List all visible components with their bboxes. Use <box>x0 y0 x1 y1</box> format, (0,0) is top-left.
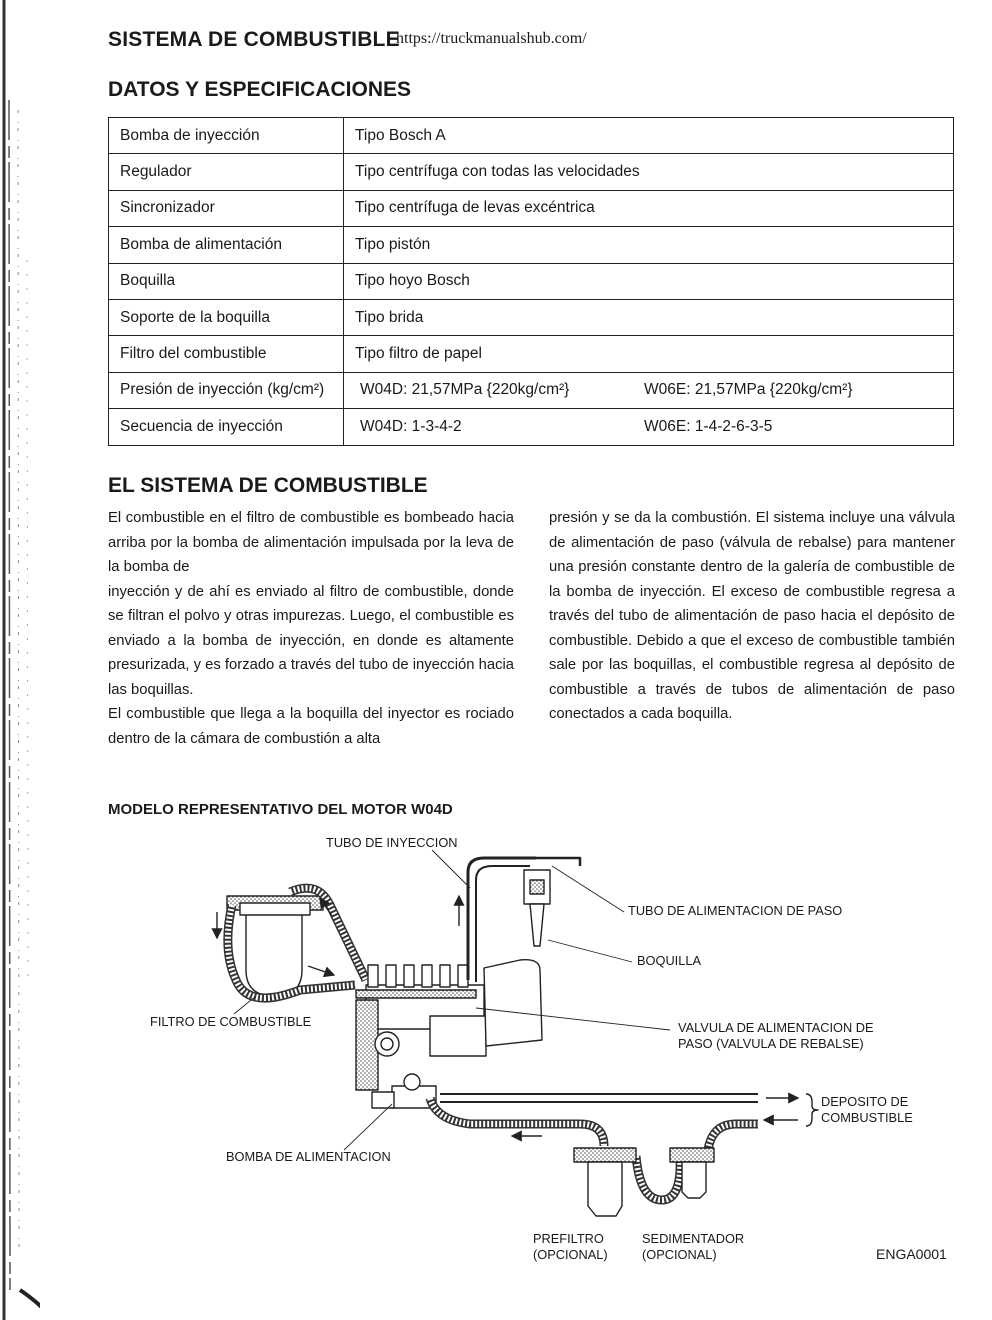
label-line: PASO (VALVULA DE REBALSE) <box>678 1036 864 1051</box>
label-line: (OPCIONAL) <box>642 1247 717 1262</box>
paragraph: inyección y de ahí es enviado al filtro de combustible, donde se filtran el polvo y otras impurezas. Luego, el combustible es enviado a la bomba de inyección, en donde es altamente presurizada, y es forzado a través del tubo de inyección hacia las boquillas. <box>108 583 514 698</box>
spec-value-w06e: W06E: 1-4-2-6-3-5 <box>644 417 773 435</box>
label-prefilter <box>533 1231 608 1263</box>
label-fuel-tank <box>821 1094 913 1126</box>
paragraph: presión y se da la combustión. El sistema incluye una válvula de alimentación de paso (válvula de rebalse) para mantener una presión constante dentro de la galería de combustible de la bomba de inyección. El exceso de combustible regresa a través del tubo de alimentación de paso hacia el depósito de combustible. Debido a que el exceso de combustible también sale por las boquillas, el combustible regresa al depósito de combustible a través de tubos de alimentación de paso conectados a cada boquilla. <box>549 510 955 722</box>
label-nozzle: BOQUILLA <box>637 953 702 968</box>
source-url[interactable]: https://truckmanualshub.com/ <box>396 30 587 47</box>
label-line: VALVULA DE ALIMENTACION DE <box>678 1020 874 1035</box>
label-sedimentor <box>642 1231 744 1263</box>
spec-value: Tipo centrífuga de levas excéntrica <box>344 190 954 226</box>
figure-title: MODELO REPRESENTATIVO DEL MOTOR W04D <box>108 801 453 818</box>
label-line: SEDIMENTADOR <box>642 1231 745 1246</box>
spec-value: Tipo centrífuga con todas las velocidades <box>344 154 954 190</box>
spec-value: Tipo Bosch A <box>344 118 954 154</box>
spec-label: Filtro del combustible <box>109 336 344 372</box>
label-line: COMBUSTIBLE <box>821 1110 913 1125</box>
label-line: PREFILTRO <box>533 1231 604 1246</box>
label-line: DEPOSITO DE <box>821 1094 909 1109</box>
feed-pump-shape <box>372 1074 436 1108</box>
spec-label: Sincronizador <box>109 190 344 226</box>
label-overflow-valve <box>678 1020 874 1052</box>
label-fuel-filter: FILTRO DE COMBUSTIBLE <box>150 1014 312 1029</box>
spec-label: Secuencia de inyección <box>109 409 344 445</box>
system-heading: EL SISTEMA DE COMBUSTIBLE <box>108 474 428 497</box>
figure-code: ENGA0001 <box>876 1246 947 1262</box>
spec-value: Tipo hoyo Bosch <box>344 263 954 299</box>
label-feed-pump: BOMBA DE ALIMENTACION <box>226 1149 391 1164</box>
spec-value: Tipo filtro de papel <box>344 336 954 372</box>
spec-value: Tipo brida <box>344 299 954 335</box>
spec-label: Soporte de la boquilla <box>109 299 344 335</box>
spec-label: Boquilla <box>109 263 344 299</box>
label-line: (OPCIONAL) <box>533 1247 608 1262</box>
spec-value-w06e: W06E: 21,57MPa {220kg/cm²} <box>644 381 853 399</box>
spec-label: Bomba de inyección <box>109 118 344 154</box>
label-overflow-tube: TUBO DE ALIMENTACION DE PASO <box>628 903 843 918</box>
paragraph: El combustible que llega a la boquilla del inyector es rociado dentro de la cámara de combustión a alta <box>108 706 514 747</box>
nozzle-shape <box>524 870 550 946</box>
spec-value: Tipo pistón <box>344 227 954 263</box>
injection-pump-shape <box>356 965 486 1090</box>
spec-value-w04d: W04D: 1-3-4-2 <box>360 417 462 435</box>
page-title: SISTEMA DE COMBUSTIBLE <box>108 28 400 51</box>
paragraph: El combustible en el filtro de combustible es bombeado hacia arriba por la bomba de alimentación impulsada por la leva de la bomba de <box>108 510 514 575</box>
prefilter-shape <box>574 1148 636 1216</box>
spec-label: Presión de inyección (kg/cm²) <box>109 372 344 408</box>
spec-value-w04d: W04D: 21,57MPa {220kg/cm²} <box>360 381 570 399</box>
spec-label: Bomba de alimentación <box>109 227 344 263</box>
specs-heading: DATOS Y ESPECIFICACIONES <box>108 78 412 101</box>
spec-label: Regulador <box>109 154 344 190</box>
label-injection-tube: TUBO DE INYECCION <box>326 835 458 850</box>
